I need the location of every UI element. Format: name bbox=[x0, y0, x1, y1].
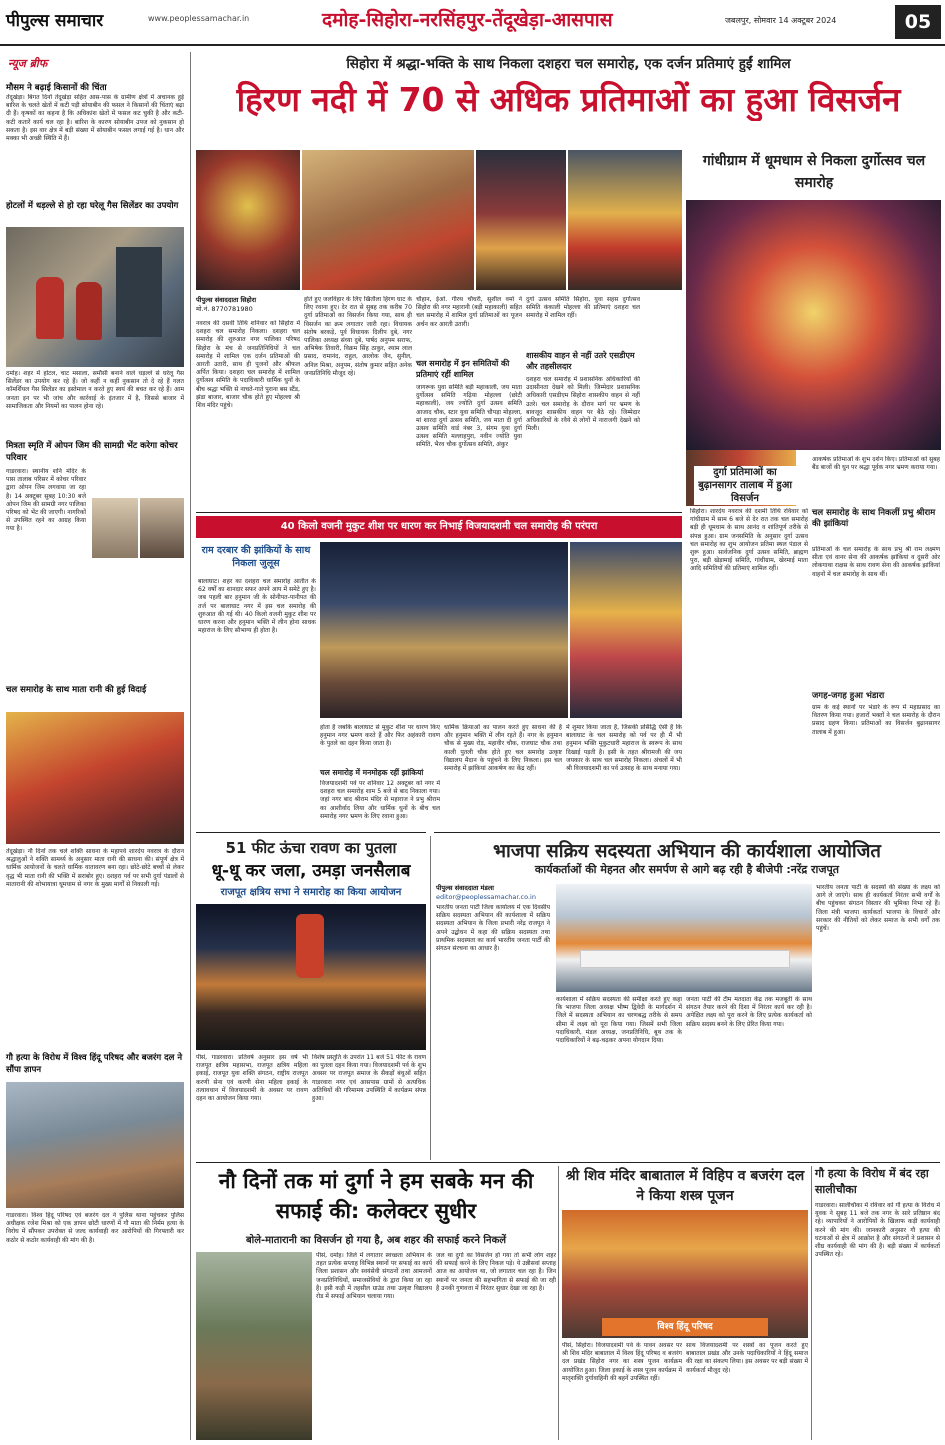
ravan-kicker: 51 फीट ऊंचा रावण का पुतला bbox=[225, 839, 397, 857]
crown-col-2: होता है जबकि बालाघाट से मुकुट शीश पर धारण किए हनुमान नगर भ्रमण करते हैं और फिर अहंकारी रावण के पुतले का दहन किया जाता है। bbox=[320, 724, 440, 748]
lead-col-3: चौहान, ईओ. गीरथ चौधरी, सुशील वर्मा ने सिहोरा की नगर महारानी (बड़ी महाकाली) सहित चल समारोह में शामिल दुर्गा प्रतिमाओं का पूजन अर्चन कर आरती उतारी। bbox=[416, 296, 522, 328]
collector-photo bbox=[196, 1252, 312, 1440]
lead-col-2: होते हुए जलविहार के लिए खितौला हिरण घाट के लिए रवाना हुए। देर रात से सुबह तक करीब 70 दुर्गा प्रतिमाओं का विसर्जन किया गया, साथ ही विसर्जन का क्रम लगातार जारी रहा। विधायक संतोष बरकड़े, पूर्व विधायक दिलीप दुबे, नगर पालिका अध्यक्ष संध्या दुबे, पार्षद अनुपम सराफ, अभिषेक तिवारी, विक्रम सिंह ठाकुर, श्याम लाल प्रसाद, रामानंद, राहुल, आलोक जैन, सुनील, अनिल मिश्रा, अनुपम, संतोष कुमार सहित अनेक जनप्रतिनिधि मौजूद रहे। bbox=[304, 296, 412, 377]
bjp-subhead: कार्यकर्ताओं की मेहनत और समर्पण से आगे बढ़ रही है बीजेपी :नरेंद्र राजपूत bbox=[534, 863, 840, 876]
lead-col-3-body: जागरूक युवा समिति बड़ी महाकाली, जय माता दुर्गोत्सव समिति गढ़िया मोहल्ला (छोटी महाकाली), जय ज्योति दुर्गा उत्सव समिति आजाद चौक, स्टार युवा समिति चौपड़ा मोहल्ला, मां शारदा दुर्गा उत्सव समिति, जय माता दी दुर्गा उत्सव समिति वार्ड नंबर 3, संगम युवा दुर्गा उत्सव समिति मल्लाहपुरा, नवीन ज्योति युवा समिति, भैरव चौक दुर्गोत्सव समिति, अंकुर bbox=[416, 384, 522, 449]
bjp-credit bbox=[436, 884, 556, 902]
bjp-col-1: भारतीय जनता पार्टी जिला कार्यालय में एक दिवसीय सक्रिय सदस्यता अभियान की कार्यशाला में सक्रिय सदस्यता अभियान के जिला प्रभारी नरेंद्र राजपूत ने अपने उद्बोधन में कहा की सक्रिय सदस्यता तथा प्राथमिक सदस्यता का कार्य भारतीय जनता पार्टी की संगठन संरचना का आधार है। bbox=[436, 904, 550, 953]
ravan-col-2: विशेष प्रस्तुति के उपरांत 11 बजे 51 फीट के रावण का पुतला दहन किया गया। विजयादशमी पर्व के शुभ अवसर पर राजपूत समाज के सैकड़ों बंधुओं सहित गाडरवारा नगर एवं आसपास ग्रामों से अत्यधिक अतिथियों की गरिमामय उपस्थिति में कार्यक्रम संपन्न हुआ। bbox=[312, 1054, 426, 1103]
lead-photo-1 bbox=[196, 150, 300, 290]
lead-headline: हिरण नदी में 70 से अधिक प्रतिमाओं का हुआ विसर्जन bbox=[236, 80, 901, 119]
brief-4-body: तेंदूखेड़ा। नौ दिनों तक चले शक्ति साधना के महापर्व शारदेय नवरात्र के दौरान श्रद्धालुओं ने शक्ति सामर्थ्य के अनुसार माता रानी की साधना की। संपूर्ण क्षेत्र में धार्मिक आयोजनों के चलते धार्मिक वातावरण बना रहा। छोटे-छोटे बच्चों से लेकर वृद्ध भी माता रानी की भक्ति में सराबोर हुए। दशहरा पर्व पर सभी दुर्गा पंडालों से मातारानी की शोभायात्रा धूमधाम से नगर के मुख्य मार्गों से निकाली गई। bbox=[6, 848, 184, 888]
gandhigram-body: सिहोरा। शारदेय नवरात्र की दशमी तिथि रविवार को गांधीग्राम में साम 6 बजे से देर रात तक चल समारोह बड़ी ही धूमधाम के साथ आनंद व शांतिपूर्ण तरीके से संपन्न हुआ। ग्राम जनसमिति के अनुसार दुर्गा उत्सव चल समारोह का शुभ आयोजन प्रतिमा स्थल पंडाल से शुरू हुआ। सार्वजनिक दुर्गा उत्सव समिति, ब्राह्मण पुरा, बड़ी खेड़ामाई समिति, गांधीग्राम, खेरमाई माता आदि समितियों की प्रतिमाएं शामिल रहीं। bbox=[690, 508, 808, 573]
shiv-banner-text: विश्व हिंदू परिषद bbox=[602, 1318, 768, 1336]
shiv-photo bbox=[562, 1210, 808, 1338]
brief-5-body: गाडरवारा। विश्व हिंदू परिषद एवं बजरंग दल ने पुलिस थाना पहुंचकर पुलिस अधीक्षक रजेश मिश्रा को एक ज्ञापन छोटी धारणों में गौ माता की निर्मम हत्या के विरोध में सौंपकर उपरोक्त से जल्द कार्यवाही कर आरोपियों की गिरफ्तारी कर कठोर से कठोर कार्यवाही की मांग की है। bbox=[6, 1212, 184, 1244]
bjp-col-3: जनता पार्टी की टीम मतदाता केंद्र तक मजबूती के साथ संगठन तैयार करने की दिशा में निरंतर कार्य कर रही है। अपेक्षित लक्ष्य को पूरा करने के लिए प्रत्येक कार्यकर्ता को सक्रिय सदस्य बनने के लिए प्रेरित किया गया। bbox=[686, 996, 812, 1028]
crown-col-4: में शुमार किया जाता है, जिसकी प्रसिद्धि ऐसी है कि बालाघाट के चल समारोह को पर्व पर ही मैं भी हनुमान भक्ति मुकुटधारी महाराज के स्वरूप के साथ दिखाई पड़ती है। इसी के तहत श्रीरामजी की जय जयकार के साथ चल समारोह निकला। अंचलों में भी श्री विजयादशमी का पर्व उत्साह के साथ मनाया गया। bbox=[566, 724, 682, 773]
lead-credit-place: सिहोरा bbox=[240, 296, 257, 304]
ravan-subhead: राजपूत क्षत्रिय सभा ने समारोह का किया आयोजन bbox=[220, 887, 402, 898]
lead-photo-4 bbox=[568, 150, 682, 290]
crown-photo-crowd bbox=[320, 542, 568, 718]
gandhigram-headline: गांधीग्राम में धूमधाम से निकला दुर्गोत्सव चल समारोह bbox=[702, 153, 926, 191]
edition-date: जबलपुर, सोमवार 14 अक्टूबर 2024 bbox=[725, 16, 837, 25]
lead-col-3-subhead: चल समारोह में इन समितियों की प्रतिमाएं रहीं शामिल bbox=[416, 359, 510, 379]
shiv-headline: श्री शिव मंदिर बाबाताल में विहिप व बजरंग दल ने किया शस्त्र पूजन bbox=[565, 1168, 805, 1204]
portrait-photo-1 bbox=[92, 498, 138, 558]
gandhigram-side2: प्रतिमाओं के चल समारोह के साथ प्रभु श्री राम लक्ष्मण सीता एवं वानर सेना की आकर्षक झांकियां व दूसरी ओर लोकगाथा राक्षस के साथ रावण सेना की आकर्षक झांकियां वाहनों में चल समारोह के साथ थीं। bbox=[812, 546, 940, 578]
lead-col-4-body: दशहरा चल समारोह में प्रशासनिक अधिकारियों की उदासीनता देखने को मिली। जिम्मेदार प्रशासनिक अधिकारी एसडीएम सिहोरा शासकीय वाहन से नहीं उतरे। चल समारोह के दौरान मार्ग पर भ्रमण के बावजूद शासकीय वाहन पर बैठे रहे। जिम्मेदार अधिकारियों के रवैये से लोगों में नाराजगी देखने को मिली। bbox=[526, 376, 640, 433]
gas-cylinder-photo bbox=[6, 227, 184, 367]
district-title: दमोह-सिहोरा-नरसिंहपुर-तेंदूखेड़ा-आसपास bbox=[322, 9, 613, 31]
crown-subhead: राम दरबार की झांकियों के साथ निकला जुलूस bbox=[201, 545, 311, 569]
shiv-col-2: साथ विजयादशमी पर शस्त्रों का पूजन करते हुए बाबाताल प्रखंड और उनके पदाधिकारियों ने हिंदू समाज की रक्षा का संकल्प लिया। इस अवसर पर बड़ी संख्या में कार्यकर्ता मौजूद रहे। bbox=[686, 1342, 808, 1374]
brief-3-title: मित्रता स्मृति में ओपन जिम की सामग्री भेंट करेगा कोचर परिवार bbox=[6, 441, 178, 463]
crown-col-2-body: विजयादशमी पर्व पर शनिवार 12 अक्टूबर को नगर में दशहरा चल समारोह शाम 5 बजे से बाद निकाला गया। जहां नगर बाद श्रीराम मंदिर से महाराज ने प्रभु श्रीराम का आशीर्वाद लिया और धार्मिक धुनों के बीच चल समारोह नगर भ्रमण के लिए रवाना हुआ। bbox=[320, 780, 440, 820]
bjp-email[interactable]: editor@peoplessamachar.co.in bbox=[436, 893, 536, 901]
immersion-caption: दुर्गा प्रतिमाओं का बुढ़ानसागर तालाब में हुआ विसर्जन bbox=[694, 466, 796, 505]
crown-col-2-subhead: चल समारोह में मनमोहक रहीं झांकियां bbox=[320, 768, 424, 777]
collector-col-1: पीसं, दमोह। जिले में लगातार स्वच्छता अभियान के तहत प्रत्येक सप्ताह विभिन्न स्थानों पर सफाई का कार्य जिला प्रशासन और स्वयंसेवी संगठनों तथा आमजनों जनप्रतिनिधियों, समाजसेवियों के द्वारा किया जा रहा है। इसी कड़ी में तहसील ग्राउंड तथा उत्कृष्ट विद्यालय रोड में सफाई अभियान चलाया गया। bbox=[316, 1252, 432, 1301]
lead-kicker: सिहोरा में श्रद्धा-भक्ति के साथ निकला दशहरा चल समारोह, एक दर्जन प्रतिमाएं हुईं शामिल bbox=[346, 56, 791, 72]
brief-label: न्यूज ब्रीफ bbox=[8, 57, 48, 70]
brief-3-body: गाडरवारा। स्थानीय शनि मंदिर के पास तालाब परिसर में कोचर परिवार द्वारा ओपन जिम लगवाया जा रहा है। 14 अक्टूबर सुबह 10:30 बजे ओपन जिम की सामग्री नगर पालिका परिषद को भेंट की जाएगी। नागरिकों से उपस्थित रहने का आग्रह किया गया है। bbox=[6, 468, 86, 533]
bjp-credit-place: मंडला bbox=[480, 884, 494, 892]
brief-2-title: होटलों में धड़ल्ले से हो रहा घरेलू गैस सिलेंडर का उपयोग bbox=[6, 201, 179, 211]
crown-banner: 40 किलो वजनी मुकुट शीश पर धारण कर निभाई विजयादशमी चल समारोह की परंपरा bbox=[196, 516, 682, 538]
mata-vidai-photo bbox=[6, 712, 184, 844]
gandhigram-side3-title: जगह-जगह हुआ भंडारा bbox=[812, 691, 885, 701]
brief-4-title: चल समारोह के साथ माता रानी की हुई विदाई bbox=[6, 685, 147, 695]
lead-credit-name: पीपुल्स संवाददाता bbox=[196, 296, 239, 304]
lead-col-4: दुर्गा उत्सव समिति सिहोरा, युवा सहस दुर्गोत्सव समिति कंकाली मोहल्ला की प्रतिमाएं दशहरा चल समारोह में शामिल रहीं। bbox=[526, 296, 640, 320]
bjp-col-2: कार्यशाला में सक्रिय सदस्यता की समीक्षा करते हुए कहा कि भाजपा जिला अध्यक्ष भीष्म द्विवेदी के मार्गदर्शन में जिले में सदस्यता अभियान का चरणबद्ध तरीके से समय सीमा में लक्ष्य को पूरा किया गया। जिसमें सभी जिला पदाधिकारी, मंडल अध्यक्ष, जनप्रतिनिधि, बूथ तक के पदाधिकारियों ने बढ़-चढ़कर अपना योगदान दिया। bbox=[556, 996, 682, 1045]
bjp-col-4: भारतीय जनता पार्टी के सदस्यों की संख्या के लक्ष्य को आगे ले जाएंगे। साथ ही कार्यकर्ता निरंतर सभी वर्गों के बीच पहुंचकर संगठन विस्तार की भूमिका निभा रहे हैं। जिला मंत्री भाजपा कार्यकर्ता भाजपा के विचारों और सरकार की नीतियों को लेकर समाज के सभी वर्गों तक पहुंचें। bbox=[816, 884, 940, 933]
crown-photo-ram bbox=[570, 542, 682, 718]
collector-headline: नौ दिनों तक मां दुर्गा ने हम सबके मन की सफाई की: कलेक्टर सुधीर bbox=[218, 1169, 534, 1223]
shiv-col-1: पीसं, सिहोरा। विजयादशमी पर्व के पावन अवसर पर श्री शिव मंदिर बाबाताल में विश्व हिंदू परिषद व बजरंग दल प्रखंड सिहोरा नगर का शस्त्र पूजन कार्यक्रम आयोजित हुआ। जिला इकाई के शस्त्र पूजन कार्यक्रम में मातृशक्ति दुर्गावाहिनी की बहनें उपस्थित रहीं। bbox=[562, 1342, 682, 1382]
bjp-credit-name: पीपुल्स संवाददाता bbox=[436, 884, 479, 892]
gandhigram-photo bbox=[686, 200, 941, 450]
ravan-headline: धू-धू कर जला, उमड़ा जनसैलाब bbox=[211, 861, 411, 881]
collector-col-2: जल था दुर्गा का विसर्जन हो गया तो सभी लोग शहर की सफाई करने के लिए निकल पड़े। ये उन्नीसवां सप्ताह आज का आयोजन था, जो लगातार चल रहा है। जिन स्थानों पर जनता की सहभागिता से सफाई की जा रही है उनकी गुणवत्ता में निरंतर सुधार देखा जा रहा है। bbox=[436, 1252, 556, 1292]
bjp-photo bbox=[556, 884, 812, 992]
lead-col-1: नवरात्र की दसवीं तिथि शनिवार को सिहोरा में दशहरा चल समारोह निकला। दशहरा चल समारोह की शुरुआत नगर पालिका परिषद सिहोरा के मंच से जनप्रतिनिधियों ने चल समारोह में शामिल एक दर्जन प्रतिमाओं की आरती उतारी, साथ ही पूजनों और श्रीफल अर्पित किया। दशहरा चल समारोह में शामिल दुर्गोत्सव समिति के पदाधिकारी धार्मिक धुनों के बीच श्रद्धा भक्ति से नाचते-गाते पुराना बस स्टैंड, झंडा बाजार, बाजार चौक होते हुए मोहल्ला श्री शिव मंदिर पहुंचे। bbox=[196, 320, 300, 410]
portrait-photo-2 bbox=[140, 498, 184, 558]
gandhigram-side: आकर्षक प्रतिमाओं के शुभ दर्शन किए। प्रतिमाओं को सुबह बैंड बाजों की धुन पर श्रद्धा पूर्वक नगर भ्रमण कराया गया। bbox=[812, 456, 940, 472]
ravan-col-1: पीसं, गाडरवारा। प्रतिवर्ष अनुसार इस वर्ष भी राजपूत क्षत्रिय महासभा, राजपूत क्षत्रिय महिला इकाई, राजपूत युवा शक्ति संगठन, राष्ट्रीय राजपूत करणी सेना एवं करणी सेना महिला इकाई के तत्वावधान में विजयादशमी के अवसर पर रावण दहन का आयोजन किया गया। bbox=[196, 1054, 308, 1103]
crown-col-3: धार्मिक क्रियाओं का पालन करते हुए साधना की है और हनुमान भक्ति में लीन रहते हैं। नगर के हनुमान चौक से मुख्य रोड, महावीर चौक, राजघाट चौक तथा काली पुतली चौक होते हुए चल समारोह उत्कृष्ट विद्यालय मैदान के पहुंचने के लिए निकला। इस चल समारोह में झांकियां आकर्षण का केंद्र रहीं। bbox=[444, 724, 562, 773]
lead-credit bbox=[196, 296, 300, 314]
lead-photo-2 bbox=[302, 150, 474, 290]
brief-5-title: गौ हत्या के विरोध में विश्व हिंदू परिषद और बजरंग दल ने सौंपा ज्ञापन bbox=[6, 1053, 183, 1075]
brand-logo: पीपुल्स समाचार bbox=[6, 11, 104, 31]
memorandum-photo bbox=[6, 1082, 184, 1208]
brief-2-body: दमोह। शहर में होटल, चाट मसाला, समौसी बनाने वाले धड़ल्ले से घरेलू गैस सिलेंडर का उपयोग कर रहे हैं। जो कहीं न कहीं नुकसान तो दे रहे हैं गलत कॉमर्शियल गैस सिलेंडर का इस्तेमाल न करते हुए स्वयं की बचत कर रहे हैं। आम जनता इन पर भी जांच और कार्रवाई के इंतजार में है, जिससे बाजार में सामाजिकता और नियमों का पालन होना रहे। bbox=[6, 370, 184, 410]
collector-subhead: बोले-मातारानी का विसर्जन हो गया है, अब शहर की सफाई करने निकलें bbox=[245, 1235, 507, 1246]
page-number: 05 bbox=[895, 5, 941, 39]
lead-credit-phone: मो.नं. 8770781980 bbox=[196, 305, 253, 313]
lead-photo-3 bbox=[476, 150, 566, 290]
bjp-headline: भाजपा सक्रिय सदस्यता अभियान की कार्यशाला आयोजित bbox=[493, 841, 881, 862]
brief-column bbox=[4, 52, 186, 1440]
cow-headline: गौ हत्या के विरोध में बंद रहा सालीचौका bbox=[815, 1167, 929, 1196]
brief-1-title: मौसम ने बढ़ाई किसानों की चिंता bbox=[6, 83, 107, 93]
masthead bbox=[0, 0, 945, 46]
ravan-photo bbox=[196, 904, 426, 1050]
website[interactable]: www.peoplessamachar.in bbox=[148, 14, 250, 23]
crown-col-1: बालाघाट। शहर का दशहरा चल समारोह आतीत के 62 वर्षों का शानदार सफर अपने आप में समेटे हुए है। जब पहली बार हनुमान जी के सोनीपत-पानीपत की तर्ज पर बालाघाट नगर में इस चल समारोह की शुरुआत की गई थी। 40 किलो वजनी मुकुट शीश पर धारण करना और हनुमान भक्ति में लीन होना साधक महाराज के लिए सौभाग्य ही होता है। bbox=[198, 578, 316, 635]
cow-body: गाडरवारा। सालीचौका में रविवार को गौ हत्या के विरोध में युवक ने सुबह 11 बजे तक नगर के सारे प्रतिष्ठान बंद रहे। व्यापारियों ने आरोपियों के खिलाफ कड़ी कार्यवाही करने की मांग की। जानकारी अनुसार गौ हत्या की घटनाओं से क्षेत्र में आक्रोश है और संगठनों ने प्रशासन से शीघ्र कार्यवाही की मांग की है। बड़ी संख्या में कार्यकर्ता उपस्थित रहे। bbox=[815, 1202, 940, 1259]
gandhigram-side2-title: चल समारोह के साथ निकलीं प्रभु श्रीराम की झांकियां bbox=[812, 508, 936, 529]
gandhigram-side3: ग्राम के कई स्थानों पर भंडारे के रूप में महाप्रसाद का वितरण किया गया। हजारों भक्तों ने चल समारोह के दौरान प्रसाद ग्रहण किया। प्रतिमाओं का विसर्जन बुढ़ानसागर तालाब में हुआ। bbox=[812, 704, 940, 736]
brief-1-body: तेंदूखेड़ा। बिगत दिनों तेंदूखेड़ा सहित आस-पास के ग्रामीण क्षेत्रों में अचानक हुई बारिश के चलते खेतों में कटी पड़ी सोयाबीन की फसल ने किसानों की चिंताएं बढ़ा दी हैं। कृषकों का कहना है कि अधिकांश खेतों में फसल कट चुकी है और कटी-कटी कतारें कार्य चल रहा है। बारिश के कारण सोयाबीन उपज को नुकसान हो सकता है। इस वार क्षेत्र में बड़ी संख्या में सोयाबीन फसल लगाई गई है। धान और मक्का भी अच्छी स्थिति में हैं। bbox=[6, 94, 184, 143]
lead-col-4-subhead: शासकीय वाहन से नहीं उतरे एसडीएम और तहसीलदार bbox=[526, 351, 635, 371]
